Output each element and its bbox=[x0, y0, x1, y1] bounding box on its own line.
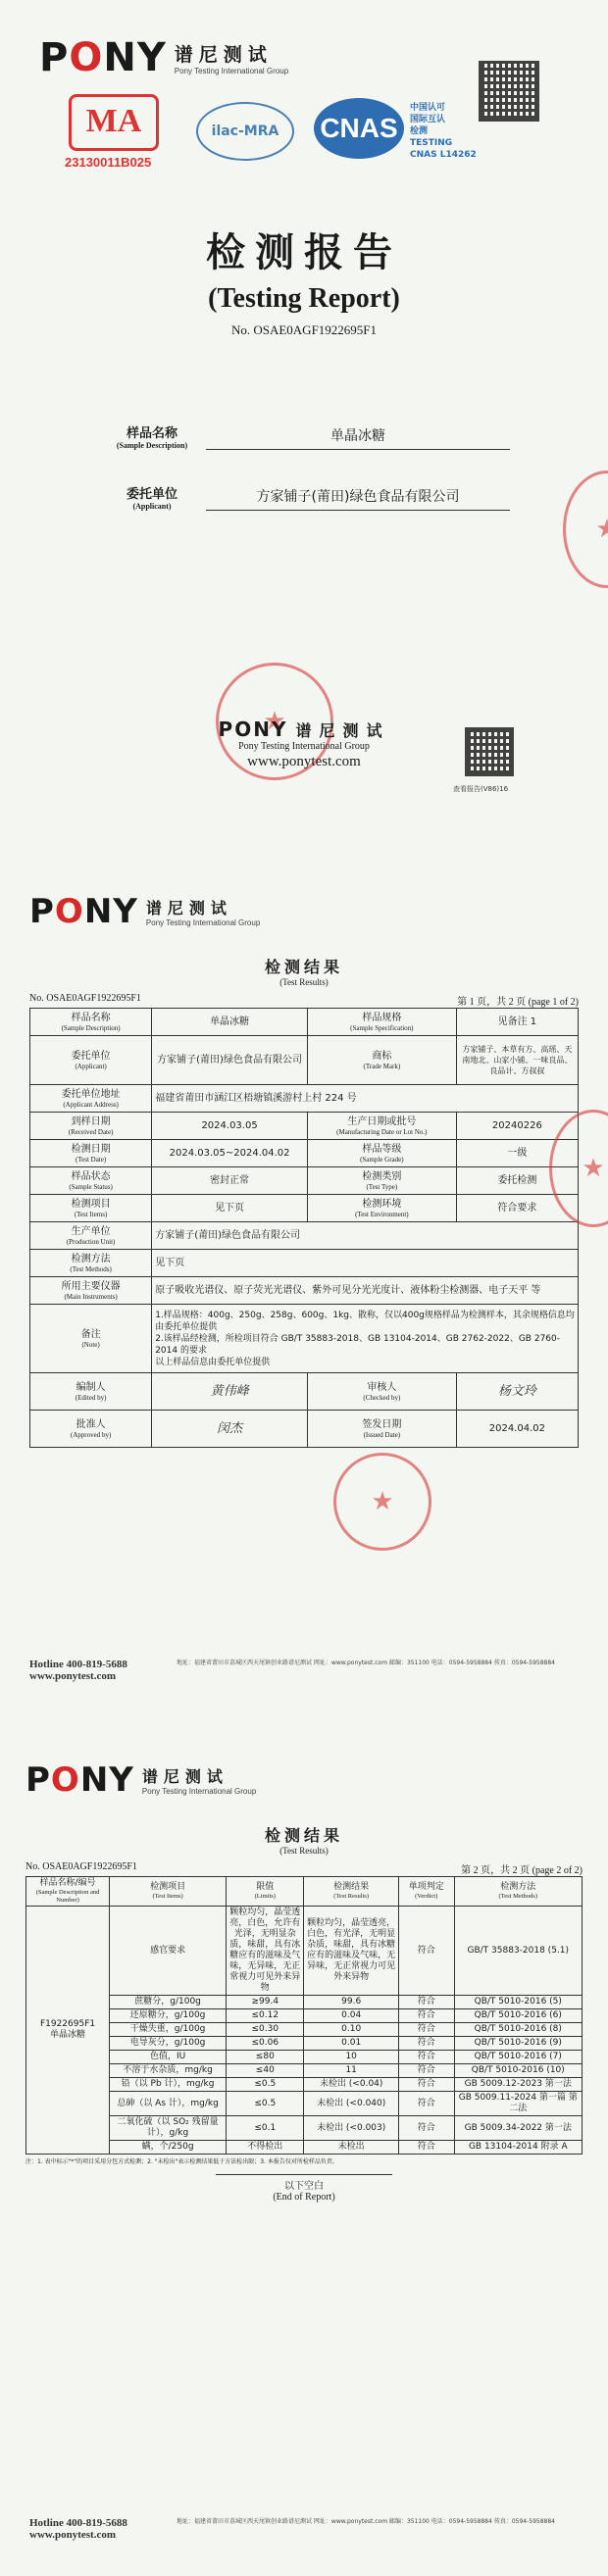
letterhead bbox=[25, 1760, 583, 1800]
results-title: 检测结果 bbox=[264, 958, 343, 976]
logo-o: O bbox=[69, 35, 104, 80]
report-title-cn: 检测报告 bbox=[206, 229, 402, 275]
table-header-row bbox=[26, 1877, 583, 1907]
cell-label-en: (Test Environment) bbox=[355, 1210, 409, 1218]
hotline: Hotline 400-819-5688 bbox=[29, 1659, 127, 1670]
cell-label: 检测环境 bbox=[362, 1198, 402, 1210]
page-info: 第 2 页，共 2 页 (page 2 of 2) bbox=[461, 1865, 583, 1876]
limit-cell: 不得检出 bbox=[227, 2141, 304, 2155]
limit-cell: ≤40 bbox=[227, 2064, 304, 2078]
hotline: Hotline 400-819-5688 bbox=[29, 2517, 127, 2529]
result-cell: 未检出 (<0.040) bbox=[304, 2092, 398, 2116]
cnas-logo: CNAS bbox=[314, 98, 404, 159]
table-row bbox=[26, 2009, 583, 2023]
cell-label-en: (Edited by) bbox=[75, 1393, 107, 1402]
header-cell-en: (Test Items) bbox=[152, 1893, 183, 1900]
results-page-2 bbox=[0, 1733, 608, 2576]
page-footer bbox=[29, 1659, 579, 1682]
header-cell: 检测项目 bbox=[150, 1882, 186, 1892]
item-cell: 二氧化硫（以 SO₂ 残留量计），g/kg bbox=[110, 2116, 227, 2141]
method-cell: GB 13104-2014 附录 A bbox=[454, 2141, 582, 2155]
cell-value: 单晶冰糖 bbox=[152, 1009, 308, 1036]
footer-address: 地址：福建省莆田市荔城区西天尾镇创业路谱尼测试 网址：www.ponytest.com 邮编：351100 电话：0594-5958884 传真：0594-5958884 bbox=[177, 1660, 556, 1666]
item-cell: 色值，IU bbox=[110, 2051, 227, 2064]
sample-field bbox=[98, 422, 510, 450]
item-cell: 感官要求 bbox=[110, 1907, 227, 1996]
result-cell: 0.01 bbox=[304, 2037, 398, 2051]
pony-logo bbox=[39, 35, 167, 80]
item-cell: 蔗糖分，g/100g bbox=[110, 1996, 227, 2009]
sample-label-cn: 样品名称 bbox=[126, 426, 177, 441]
table-row bbox=[30, 1195, 579, 1222]
cell-label: 检测项目 bbox=[71, 1198, 111, 1210]
logo-p: P bbox=[39, 35, 70, 80]
cell-label-en: (Issued Date) bbox=[363, 1430, 401, 1439]
table-row bbox=[30, 1113, 579, 1140]
cell-value: 委托检测 bbox=[456, 1167, 578, 1195]
method-cell: GB 5009.12-2023 第一法 bbox=[454, 2078, 582, 2092]
cell-value: 见备注 1 bbox=[456, 1009, 578, 1036]
report-meta bbox=[29, 993, 579, 1008]
limit-cell: ≥99.4 bbox=[227, 1996, 304, 2009]
cell-label: 委托单位地址 bbox=[61, 1088, 121, 1100]
cell-label: 所用主要仪器 bbox=[61, 1280, 121, 1292]
footer-brand-en: Pony Testing International Group bbox=[238, 741, 370, 752]
result-cell: 未检出 bbox=[304, 2141, 398, 2155]
cell-label: 商标 bbox=[372, 1050, 392, 1062]
limit-cell: ≤0.5 bbox=[227, 2078, 304, 2092]
results-title-en: (Test Results) bbox=[279, 977, 329, 987]
cell-label: 到样日期 bbox=[71, 1115, 111, 1127]
brand-name-cn: 谱尼测试 bbox=[174, 44, 273, 66]
cell-value: 一级 bbox=[456, 1140, 578, 1167]
footer-logo-ny: NY bbox=[253, 718, 288, 741]
cell-value: 2024.03.05~2024.04.02 bbox=[152, 1140, 308, 1167]
cell-label: 委托单位 bbox=[71, 1050, 111, 1062]
cell-label-en: (Checked by) bbox=[363, 1393, 401, 1402]
limit-cell: ≤0.5 bbox=[227, 2092, 304, 2116]
cnas-caption-line: 中国认可 bbox=[410, 103, 446, 113]
results-title: 检测结果 bbox=[264, 1826, 343, 1845]
report-number: No. OSAE0AGF1922695F1 bbox=[230, 322, 378, 337]
cell-label: 样品规格 bbox=[362, 1012, 402, 1023]
table-row bbox=[30, 1373, 579, 1411]
letterhead bbox=[29, 892, 579, 931]
sample-value: 单晶冰糖 bbox=[206, 425, 510, 450]
table-row bbox=[26, 2037, 583, 2051]
item-cell: 总砷（以 As 计），mg/kg bbox=[110, 2092, 227, 2116]
method-cell: QB/T 5010-2016 (8) bbox=[454, 2023, 582, 2037]
cell-label-en: (Production Unit) bbox=[66, 1237, 116, 1246]
footer-address: 地址：福建省莆田市荔城区西天尾镇创业路谱尼测试 网址：www.ponytest.com 邮编：351100 电话：0594-5958884 传真：0594-5958884 bbox=[177, 2518, 556, 2525]
item-cell: 铅（以 Pb 计），mg/kg bbox=[110, 2078, 227, 2092]
limit-cell: ≤0.1 bbox=[227, 2116, 304, 2141]
cell-value: 见下页 bbox=[152, 1195, 308, 1222]
cell-value: 方家铺子(莆田)绿色食品有限公司 bbox=[152, 1222, 579, 1250]
cell-label: 编制人 bbox=[76, 1381, 106, 1393]
result-cell: 99.6 bbox=[304, 1996, 398, 2009]
verdict-cell: 符合 bbox=[398, 2092, 454, 2116]
report-title-en: (Testing Report) bbox=[208, 283, 400, 314]
table-row bbox=[26, 2023, 583, 2037]
footer-contact bbox=[29, 1659, 177, 1682]
verdict-cell: 符合 bbox=[398, 1996, 454, 2009]
footer-url: www.ponytest.com bbox=[247, 754, 361, 769]
header-cell: 检测方法 bbox=[500, 1882, 536, 1892]
item-cell: 还原糖分，g/100g bbox=[110, 2009, 227, 2023]
footer-logo-p: P bbox=[218, 718, 235, 741]
table-row bbox=[26, 2064, 583, 2078]
cell-label-en: (Applicant Address) bbox=[63, 1100, 119, 1109]
limit-cell: ≤80 bbox=[227, 2051, 304, 2064]
limit-cell: 颗粒均匀，晶莹透亮，白色，允许有光泽，无明显杂质，味甜，具有冰糖应有的滋味及气味，无异味，无正常视力可见外来异物 bbox=[227, 1907, 304, 1996]
cell-value: 1.样品规格：400g、250g、258g、600g、1kg、散称，仅以400g规格样品为检测样本，其余规格信息均由委托单位提供 2.该样品经检测，所检项目符合 GB/T 35883-2018、GB 13104-2014、GB 2762-2022、GB 2760-2014 的要求 以上样品信息由委托单位提供 bbox=[152, 1305, 579, 1373]
qr-code-icon bbox=[465, 727, 514, 776]
cnas-caption-line: 检测 bbox=[410, 126, 429, 136]
pony-logo bbox=[25, 1760, 134, 1800]
table-row bbox=[26, 2092, 583, 2116]
cell-label-en: (Test Type) bbox=[366, 1182, 398, 1191]
cell-label-en: (Sample Description) bbox=[61, 1023, 121, 1032]
cell-value: 2024.03.05 bbox=[152, 1113, 308, 1140]
verdict-cell: 符合 bbox=[398, 2078, 454, 2092]
cell-label-en: (Note) bbox=[81, 1340, 100, 1349]
edge-seal-icon bbox=[563, 471, 608, 588]
method-cell: QB/T 5010-2016 (5) bbox=[454, 1996, 582, 2009]
approver-signature: 闵杰 bbox=[152, 1411, 308, 1448]
method-cell: GB 5009.34-2022 第一法 bbox=[454, 2116, 582, 2141]
header-cell-en: (Test Results) bbox=[333, 1893, 370, 1900]
table-row bbox=[30, 1250, 579, 1277]
table-row bbox=[26, 2116, 583, 2141]
table-row bbox=[30, 1305, 579, 1373]
cell-value: 2024.04.02 bbox=[456, 1411, 578, 1448]
logo-p: P bbox=[29, 892, 55, 931]
results-page-1 bbox=[0, 865, 608, 1733]
table-row bbox=[30, 1009, 579, 1036]
result-cell: 0.10 bbox=[304, 2023, 398, 2037]
cell-label: 生产单位 bbox=[71, 1225, 111, 1237]
logo-ny: NY bbox=[79, 1760, 134, 1800]
sample-label-en: (Sample Description) bbox=[116, 441, 188, 450]
table-row bbox=[30, 1167, 579, 1195]
cell-label-en: (Sample Specification) bbox=[350, 1023, 414, 1032]
result-cell: 0.04 bbox=[304, 2009, 398, 2023]
applicant-label bbox=[98, 483, 206, 511]
page-info: 第 1 页，共 2 页 (page 1 of 2) bbox=[457, 997, 579, 1008]
applicant-label-en: (Applicant) bbox=[132, 502, 172, 511]
table-notes: 注：1. 表中标示"*"的项目采用分包方式检测；2. "未检出"表示检测结果低于方法检出限；3. 本报告仅对所检样品负责。 bbox=[25, 2158, 338, 2165]
cell-label-en: (Sample Grade) bbox=[360, 1155, 404, 1164]
table-row bbox=[26, 2078, 583, 2092]
method-cell: QB/T 5010-2016 (6) bbox=[454, 2009, 582, 2023]
certification-logos bbox=[39, 94, 569, 182]
cell-label-en: (Test Items) bbox=[74, 1210, 108, 1218]
editor-signature: 黄伟峰 bbox=[152, 1373, 308, 1411]
logo-o: O bbox=[54, 892, 84, 931]
header-cell-en: (Test Methods) bbox=[498, 1893, 537, 1900]
checker-signature: 杨文玲 bbox=[456, 1373, 578, 1411]
cell-label: 样品等级 bbox=[362, 1143, 402, 1155]
applicant-value: 方家铺子(莆田)绿色食品有限公司 bbox=[206, 486, 510, 511]
cell-label: 审核人 bbox=[367, 1381, 397, 1393]
method-cell: QB/T 5010-2016 (7) bbox=[454, 2051, 582, 2064]
cma-code: 23130011B025 bbox=[65, 155, 152, 170]
cell-label: 检测类别 bbox=[362, 1170, 402, 1182]
ilac-mra-logo: ilac-MRA bbox=[196, 102, 294, 161]
item-cell: 不溶于水杂质，mg/kg bbox=[110, 2064, 227, 2078]
table-row bbox=[30, 1140, 579, 1167]
sample-id-cell: F1922695F1 单晶冰糖 bbox=[26, 1907, 110, 2155]
brand-name-en: Pony Testing International Group bbox=[141, 1787, 257, 1796]
verdict-cell: 符合 bbox=[398, 1907, 454, 1996]
logo-ny: NY bbox=[83, 892, 138, 931]
page-footer bbox=[29, 2517, 579, 2541]
verdict-cell: 符合 bbox=[398, 2023, 454, 2037]
result-cell: 未检出 (<0.003) bbox=[304, 2116, 398, 2141]
table-row bbox=[26, 2141, 583, 2155]
method-cell: QB/T 5010-2016 (9) bbox=[454, 2037, 582, 2051]
method-cell: QB/T 5010-2016 (10) bbox=[454, 2064, 582, 2078]
cell-value: 福建省莆田市涵江区梧塘镇溪游村上村 224 号 bbox=[152, 1085, 579, 1113]
cell-value: 方家铺子(莆田)绿色食品有限公司 bbox=[152, 1036, 308, 1085]
result-cell: 未检出 (<0.04) bbox=[304, 2078, 398, 2092]
cell-label-en: (Received Date) bbox=[68, 1127, 114, 1136]
verdict-cell: 符合 bbox=[398, 2009, 454, 2023]
cell-value: 方家铺子、本草有方、高瑶、天南地北、山家小铺、一味良品、良品计、方叔叔 bbox=[456, 1036, 578, 1085]
report-cover-page bbox=[0, 0, 608, 865]
table-row bbox=[26, 1907, 583, 1996]
verdict-cell: 符合 bbox=[398, 2037, 454, 2051]
result-cell: 11 bbox=[304, 2064, 398, 2078]
cell-value: 见下页 bbox=[152, 1250, 579, 1277]
header-cell: 限值 bbox=[256, 1882, 275, 1892]
table-row bbox=[30, 1036, 579, 1085]
result-cell: 颗粒均匀，晶莹透亮，白色，有光泽，无明显杂质，味甜，具有冰糖应有的滋味及气味，无异味，无正常视力可见外来异物 bbox=[304, 1907, 398, 1996]
item-cell: 电导灰分，g/100g bbox=[110, 2037, 227, 2051]
cell-label: 生产日期或批号 bbox=[347, 1115, 417, 1127]
method-cell: GB 5009.11-2024 第一篇 第二法 bbox=[454, 2092, 582, 2116]
limit-cell: ≤0.06 bbox=[227, 2037, 304, 2051]
verdict-cell: 符合 bbox=[398, 2141, 454, 2155]
cell-label-en: (Approved by) bbox=[70, 1430, 112, 1439]
brand-name-en: Pony Testing International Group bbox=[174, 67, 289, 75]
report-number: No. OSAE0AGF1922695F1 bbox=[25, 1861, 137, 1872]
brand-name-cn: 谱尼测试 bbox=[145, 899, 232, 917]
verdict-cell: 符合 bbox=[398, 2064, 454, 2078]
cell-label-en: (Main Instruments) bbox=[64, 1292, 118, 1301]
applicant-label-cn: 委托单位 bbox=[126, 487, 177, 502]
header-cell: 检测结果 bbox=[333, 1882, 370, 1892]
cell-value: 符合要求 bbox=[456, 1195, 578, 1222]
cell-value: 原子吸收光谱仪、原子荧光光谱仪、紫外可见分光光度计、液体粉尘检测器、电子天平 等 bbox=[152, 1277, 579, 1305]
footer-url: www.ponytest.com bbox=[29, 1670, 116, 1682]
cell-label-en: (Manufacturing Date or Lot No.) bbox=[336, 1127, 428, 1136]
footer-url: www.ponytest.com bbox=[29, 2529, 116, 2541]
cell-value: 密封正常 bbox=[152, 1167, 308, 1195]
cell-label: 检测日期 bbox=[71, 1143, 111, 1155]
header-cell-en: (Verdict) bbox=[415, 1893, 438, 1900]
cnas-caption-line: CNAS L14262 bbox=[410, 150, 477, 160]
footer-contact bbox=[29, 2517, 177, 2541]
footer-brand bbox=[0, 718, 608, 741]
pony-logo bbox=[29, 892, 138, 931]
report-meta bbox=[25, 1861, 583, 1876]
cell-label: 签发日期 bbox=[362, 1418, 402, 1430]
table-row bbox=[30, 1222, 579, 1250]
results-summary-table bbox=[29, 1008, 579, 1448]
cell-label: 批准人 bbox=[76, 1418, 106, 1430]
test-results-table bbox=[25, 1876, 583, 2155]
table-row bbox=[30, 1085, 579, 1113]
results-title-en: (Test Results) bbox=[279, 1846, 329, 1856]
verdict-cell: 符合 bbox=[398, 2051, 454, 2064]
end-divider bbox=[216, 2174, 392, 2175]
item-cell: 干燥失重，g/100g bbox=[110, 2023, 227, 2037]
company-seal-icon bbox=[333, 1453, 431, 1551]
method-cell: GB/T 35883-2018 (5.1) bbox=[454, 1907, 582, 1996]
brand-name-en: Pony Testing International Group bbox=[145, 918, 261, 927]
cell-label: 备注 bbox=[80, 1328, 101, 1340]
table-row bbox=[30, 1411, 579, 1448]
cell-label: 样品名称 bbox=[71, 1012, 111, 1023]
cell-label-en: (Sample Status) bbox=[69, 1182, 113, 1191]
table-row bbox=[30, 1277, 579, 1305]
qr-caption: 查看报告(V86)16 bbox=[453, 785, 509, 793]
cell-label-en: (Test Methods) bbox=[70, 1264, 112, 1273]
cnas-caption-line: 国际互认 bbox=[410, 115, 446, 124]
header-cell: 样品名称/编号 bbox=[39, 1878, 96, 1888]
table-row bbox=[26, 1996, 583, 2009]
cell-label: 检测方法 bbox=[71, 1253, 111, 1264]
logo-ny: NY bbox=[103, 35, 167, 80]
end-text-cn: 以下空白 bbox=[284, 2181, 324, 2192]
table-row bbox=[26, 2051, 583, 2064]
item-cell: 螨，个/250g bbox=[110, 2141, 227, 2155]
report-number: No. OSAE0AGF1922695F1 bbox=[29, 993, 141, 1004]
cover-footer bbox=[0, 718, 608, 770]
cell-label-en: (Test Date) bbox=[76, 1155, 107, 1164]
result-cell: 10 bbox=[304, 2051, 398, 2064]
header-cell-en: (Limits) bbox=[254, 1893, 276, 1900]
end-text-en: (End of Report) bbox=[273, 2192, 335, 2203]
header-cell-en: (Sample Description and Number) bbox=[35, 1889, 100, 1904]
limit-cell: ≤0.12 bbox=[227, 2009, 304, 2023]
cell-value: 20240226 bbox=[456, 1113, 578, 1140]
brand-name-cn: 谱尼测试 bbox=[141, 1767, 228, 1786]
cnas-caption-line: TESTING bbox=[410, 138, 453, 148]
logo-p: P bbox=[25, 1760, 51, 1800]
header-cell: 单项判定 bbox=[408, 1882, 444, 1892]
cell-label-en: (Applicant) bbox=[75, 1062, 107, 1070]
footer-brand-cn: 谱尼测试 bbox=[295, 721, 390, 740]
limit-cell: ≤0.30 bbox=[227, 2023, 304, 2037]
verdict-cell: 符合 bbox=[398, 2116, 454, 2141]
sample-label bbox=[98, 422, 206, 450]
end-of-report bbox=[25, 2174, 583, 2203]
cma-logo: MA bbox=[69, 94, 159, 151]
cell-label-en: (Trade Mark) bbox=[363, 1062, 401, 1070]
cnas-caption bbox=[410, 102, 477, 161]
logo-o: O bbox=[50, 1760, 80, 1800]
applicant-field bbox=[98, 483, 510, 511]
footer-logo-o: O bbox=[234, 718, 254, 741]
cell-label: 样品状态 bbox=[71, 1170, 111, 1182]
